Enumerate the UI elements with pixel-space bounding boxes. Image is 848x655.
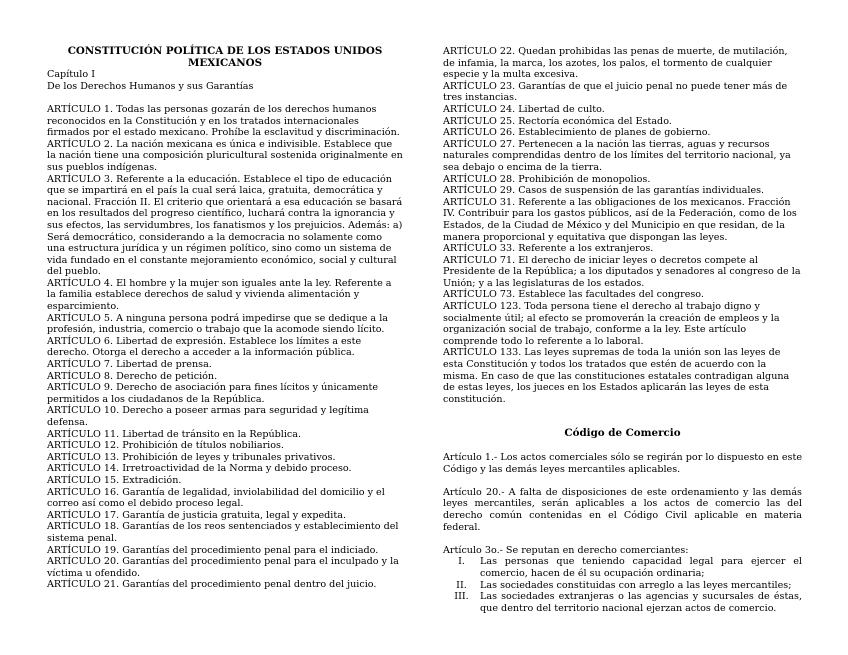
constitution-title: CONSTITUCIÓN POLÍTICA DE LOS ESTADOS UNIDOS MEXICANOS (67, 45, 383, 69)
article-paragraph: ARTÍCULO 71. El derecho de iniciar leyes o decretos compete al Presidente de la República; a los diputados y senadores al congreso de la Unión; y a las legislaturas de los estados. (443, 254, 801, 289)
article-paragraph: ARTÍCULO 9. Derecho de asociación para fines lícitos y únicamente permitidos a los ciudadanos de la República. (47, 382, 379, 405)
article-paragraph: ARTÍCULO 23. Garantías de que el juicio penal no puede tener más de tres instancias. (443, 80, 788, 104)
article-paragraph: ARTÍCULO 16. Garantía de legalidad, inviolabilidad del domicilio y el correo así como el debido proceso legal. (47, 486, 385, 510)
article-paragraph: ARTÍCULO 123. Toda persona tiene el derecho al trabajo digno y socialmente útil; al efecto se promoverán la creación de empleos y la organización social de trabajo, conforme a la ley. Este artículo comprende todo lo referente a lo laboral. (443, 301, 780, 347)
article-paragraph: ARTÍCULO 33. Referente a los extranjeros. (443, 243, 654, 255)
list-text: Las sociedades constituidas con arreglo a las leyes mercantiles; (480, 579, 792, 591)
chapter-subtitle: De los Derechos Humanos y sus Garantías (47, 80, 254, 92)
article-paragraph: ARTÍCULO 10. Derecho a poseer armas para seguridad y legítima defensa. (47, 405, 369, 428)
list-item (443, 556, 802, 579)
article-paragraph: ARTÍCULO 21. Garantías del procedimiento penal dentro del juicio. (47, 579, 377, 591)
article-paragraph: ARTÍCULO 15. Extradición. (47, 474, 182, 486)
article-paragraph: ARTÍCULO 31. Referente a las obligaciones de los mexicanos. Fracción IV. Contribuir para los gastos públicos, así de la Federación, como de los Estados, de la Ciudad de México y del Municipio en que residan, de la manera proporcional y equitativa que dispongan las leyes. (443, 196, 797, 243)
list-text: Las sociedades extranjeras o las agencias y sucursales de éstas, que dentro del territorio nacional ejerzan actos de comercio. (480, 591, 802, 614)
article-paragraph: ARTÍCULO 25. Rectoría económica del Estado. (443, 115, 672, 127)
article-paragraph: ARTÍCULO 5. A ninguna persona podrá impedirse que se dedique a la profesión, industria, comercio o trabajo que la acomode siendo lícito. (47, 312, 388, 336)
list-item (443, 591, 802, 614)
spacer (443, 533, 802, 545)
article-paragraph: ARTÍCULO 7. Libertad de prensa. (47, 359, 212, 371)
spacer (47, 92, 403, 104)
commerce-code-title: Código de Comercio (564, 427, 681, 440)
commerce-article-20: Artículo 20.- A falta de disposiciones de este ordenamiento y las demás leyes mercantiles, serán aplicables a los actos de comercio las del derecho común contenidas en el Código Civil aplicable en materia federal. (443, 486, 802, 533)
article-paragraph: ARTÍCULO 19. Garantías del procedimiento penal para el indiciado. (47, 544, 379, 556)
article-paragraph: ARTÍCULO 6. Libertad de expresión. Establece los límites a este derecho. Otorga el derecho a acceder a la información pública. (47, 335, 362, 359)
article-paragraph: ARTÍCULO 2. La nación mexicana es única e indivisible. Establece que la nación tiene una composición pluricultural sostenida originalmente en sus pueblos indígenas. (47, 138, 403, 173)
list-numeral: I. (458, 556, 465, 568)
article-paragraph: ARTÍCULO 133. Las leyes supremas de toda la unión son las leyes de esta Constitución y todos los tratados que estén de acuerdo con la misma. En caso de que las constituciones estatales contradigan alguna de estas leyes, los jueces en los Estados aplicarán las leyes de esta constitución. (443, 347, 790, 405)
article-paragraph: ARTÍCULO 24. Libertad de culto. (443, 103, 605, 115)
article-paragraph: ARTÍCULO 8. Derecho de petición. (47, 370, 218, 382)
article-paragraph: ARTÍCULO 14. Irretroactividad de la Norma y debido proceso. (47, 463, 352, 475)
commerce-article-1: Artículo 1.- Los actos comerciales sólo se regirán por lo dispuesto en este Código y las demás leyes mercantiles aplicables. (443, 452, 803, 475)
right-column (443, 46, 802, 614)
merchant-list (443, 556, 802, 614)
list-text: Las personas que teniendo capacidad legal para ejercer el comercio, hacen de él su ocupación ordinaria; (480, 556, 802, 579)
article-paragraph: ARTÍCULO 17. Garantía de justicia gratuita, legal y expedita. (47, 509, 346, 521)
left-article-list (47, 104, 403, 591)
article-paragraph: ARTÍCULO 28. Prohibición de monopolios. (443, 173, 651, 185)
list-numeral: II. (456, 579, 467, 591)
article-paragraph: ARTÍCULO 1. Todas las personas gozarán de los derechos humanos reconocidos en la Constitución y en los tratados internacionales firmados por el estado mexicano. Prohíbe la esclavitud y discriminación. (47, 103, 400, 139)
article-paragraph: ARTÍCULO 3. Referente a la educación. Establece el tipo de educación que se impartirá en el país la cual será laica, gratuita, democrática y nacional. Fracción II. El criterio que orientará a esa educación se basará en los resultados del progreso científico, luchará contra la ignorancia y sus efectos, las servidumbres, los fanatismos y los prejuicios. Además: a) Será democrático, considerando a la democracia no solamente como una estructura jurídica y un régimen político, sino como un sistema de vida fundado en el constante mejoramiento económico, social y cultural del pueblo. (47, 173, 403, 278)
article-paragraph: ARTÍCULO 73. Establece las facultades del congreso. (443, 289, 704, 301)
article-paragraph: ARTÍCULO 27. Pertenecen a la nación las tierras, aguas y recursos naturales comprendidas dentro de los límites del territorio nacional, ya sea debajo o encima de la tierra. (443, 138, 791, 173)
list-item (443, 580, 802, 592)
article-paragraph: ARTÍCULO 20. Garantías del procedimiento penal para el inculpado y la víctima u ofendido. (47, 556, 399, 579)
article-paragraph: ARTÍCULO 11. Libertad de tránsito en la República. (47, 428, 302, 440)
right-article-list (443, 46, 802, 405)
article-paragraph: ARTÍCULO 26. Establecimiento de planes de gobierno. (443, 127, 711, 139)
list-numeral: III. (454, 591, 469, 603)
commerce-article-3-intro: Artículo 3o.- Se reputan en derecho comerciantes: (443, 544, 689, 556)
spacer (443, 475, 802, 487)
article-paragraph: ARTÍCULO 12. Prohibición de títulos nobiliarios. (47, 440, 284, 452)
article-paragraph: ARTÍCULO 18. Garantías de los reos sentenciados y establecimiento del sistema penal. (47, 521, 399, 544)
article-paragraph: ARTÍCULO 29. Casos de suspensión de las garantías individuales. (443, 185, 765, 197)
article-paragraph: ARTÍCULO 13. Prohibición de leyes y tribunales privativos. (47, 451, 336, 463)
left-column (47, 46, 403, 591)
article-paragraph: ARTÍCULO 22. Quedan prohibidas las penas de muerte, de mutilación, de infamia, la marca, los azotes, los palos, el tormento de cualquier especie y la multa excesiva. (443, 46, 788, 81)
chapter-label: Capítulo I (47, 69, 95, 81)
article-paragraph: ARTÍCULO 4. El hombre y la mujer son iguales ante la ley. Referente a la familia establece derechos de salud y vivienda alimentación y esparcimiento. (47, 277, 392, 313)
